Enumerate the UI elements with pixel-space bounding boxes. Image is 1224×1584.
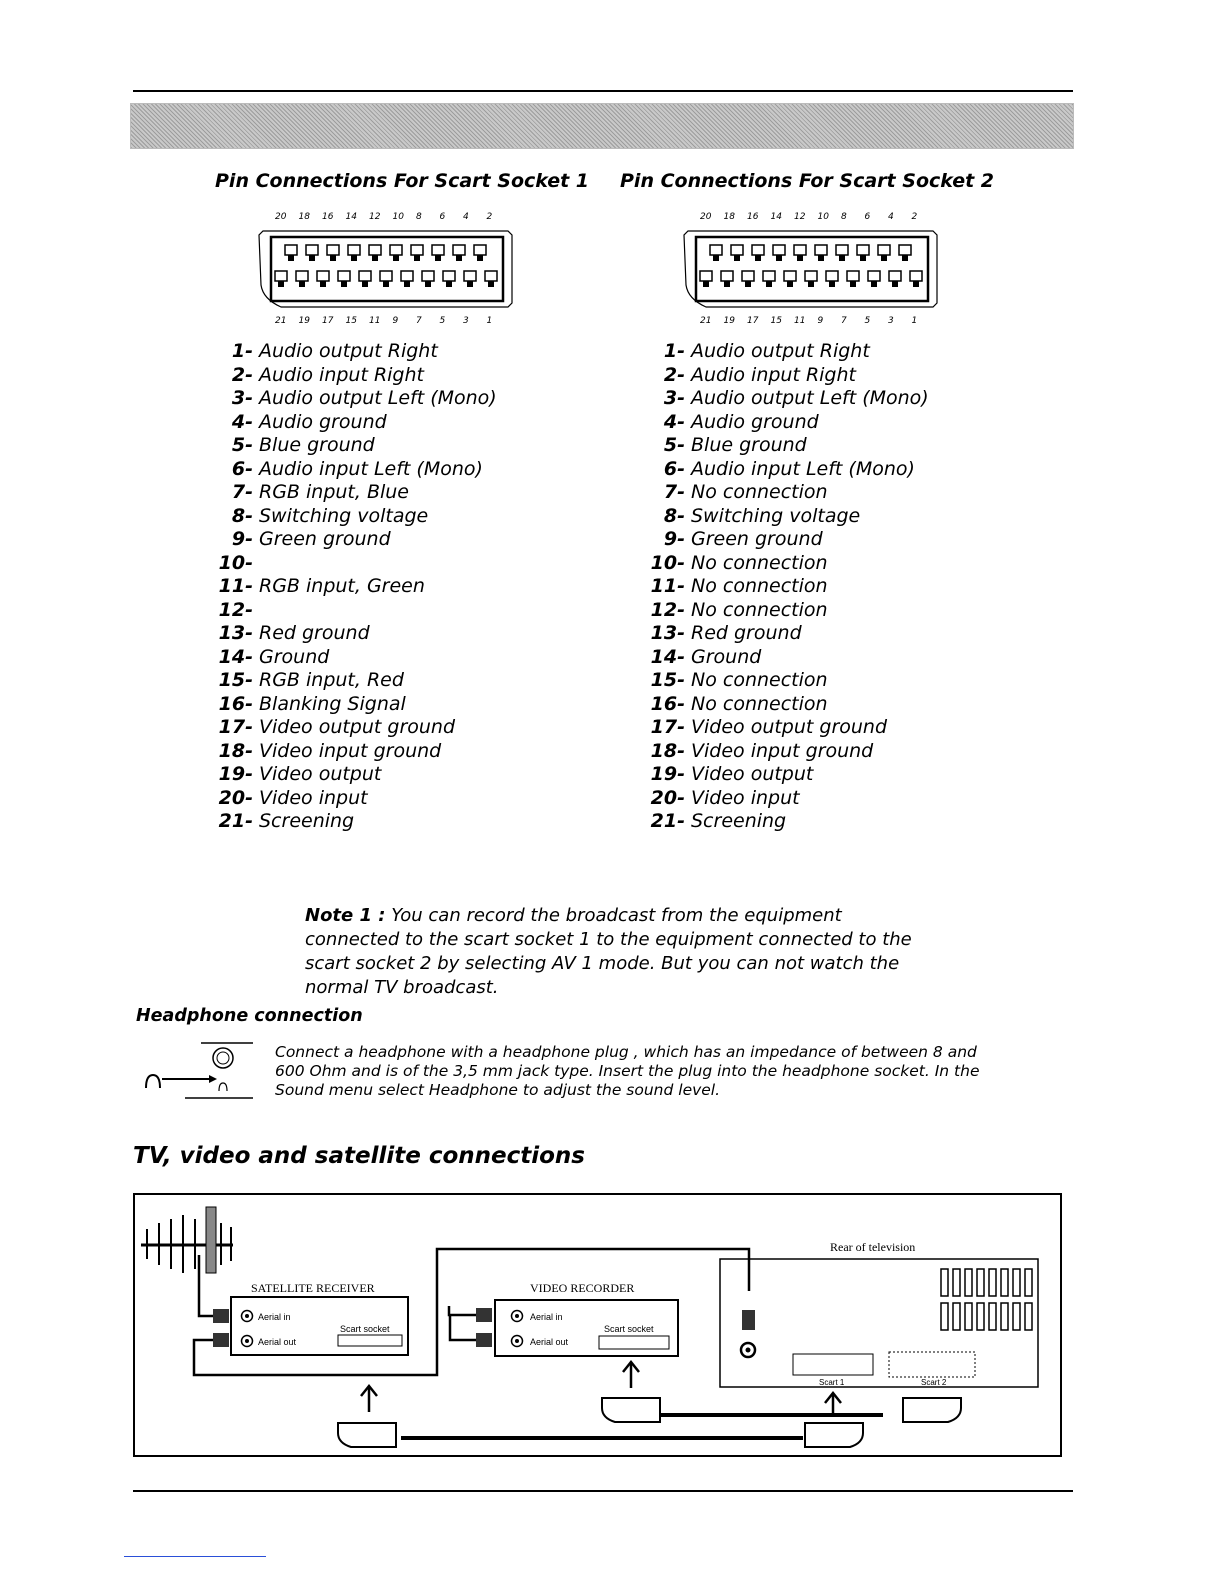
pin-label: Audio ground xyxy=(259,410,387,433)
pin-label: Audio output Right xyxy=(691,340,870,362)
pin-contact xyxy=(306,245,318,255)
top-rule xyxy=(133,90,1073,92)
pin-label: Blue ground xyxy=(691,434,807,456)
scart1-title: Pin Connections For Scart Socket 1 xyxy=(215,170,590,192)
pin-label: Red ground xyxy=(691,622,802,644)
pin-number: 14- xyxy=(218,645,253,668)
pin-label: RGB input, Red xyxy=(259,669,404,691)
headphone-icon xyxy=(143,1038,258,1108)
pin-index-label: 10 xyxy=(392,212,404,222)
pin-label: No connection xyxy=(691,598,828,621)
pin-item xyxy=(637,458,929,482)
pin-item xyxy=(205,528,497,552)
pin-label: Green ground xyxy=(259,528,391,550)
pin-index-label: 5 xyxy=(864,316,871,326)
pin-label: Audio ground xyxy=(691,410,819,433)
pin-item xyxy=(637,411,929,435)
pin-contact xyxy=(285,245,297,255)
pin-label: Video input xyxy=(691,786,800,809)
pin-number: 1- xyxy=(663,340,685,362)
pin-contact xyxy=(878,245,890,255)
pin-item xyxy=(205,387,497,411)
pin-contact xyxy=(453,245,465,255)
pin-item xyxy=(637,552,929,576)
pin-number: 18- xyxy=(650,739,685,762)
scart1-pin-list xyxy=(205,340,497,834)
pin-contact xyxy=(763,271,775,281)
pin-index-label: 5 xyxy=(439,316,446,326)
satellite-receiver xyxy=(213,1281,408,1355)
pin-contact xyxy=(815,245,827,255)
pin-index-label: 6 xyxy=(864,212,871,222)
pin-item xyxy=(205,552,497,576)
video-recorder-label: VIDEO RECORDER xyxy=(530,1281,635,1295)
pin-contact xyxy=(443,271,455,281)
pin-contact xyxy=(275,271,287,281)
pin-number: 8- xyxy=(663,504,685,527)
video-recorder xyxy=(476,1281,678,1356)
pin-index-label: 6 xyxy=(439,212,446,222)
pin-index-label: 16 xyxy=(322,212,334,222)
pin-index-label: 11 xyxy=(369,316,381,326)
pin-label: Video output ground xyxy=(259,716,456,738)
pin-item xyxy=(205,505,497,529)
pin-number: 12- xyxy=(650,598,685,621)
pin-label: Video input ground xyxy=(259,739,442,762)
pin-item xyxy=(205,458,497,482)
pin-contact xyxy=(773,245,785,255)
pin-item xyxy=(205,646,497,670)
aerial-out-label: Aerial out xyxy=(258,1337,297,1347)
pin-label: Switching voltage xyxy=(259,504,429,527)
pin-index-label: 8 xyxy=(416,212,422,222)
pin-label: Ground xyxy=(259,645,330,668)
pin-contact xyxy=(390,245,402,255)
pin-label: Video input xyxy=(259,786,368,809)
pin-contact xyxy=(721,271,733,281)
pin-item xyxy=(637,387,929,411)
pin-item xyxy=(205,622,497,646)
pin-item xyxy=(205,340,497,364)
pin-index-label: 7 xyxy=(416,316,422,326)
pin-number: 9- xyxy=(663,528,685,550)
headphone-title: Headphone connection xyxy=(136,1006,363,1026)
pin-index-label: 17 xyxy=(322,316,334,326)
antenna-icon xyxy=(141,1207,233,1273)
pin-number: 3- xyxy=(231,387,253,409)
scart2-connector-icon xyxy=(680,207,945,327)
pin-label: No connection xyxy=(691,669,828,691)
pin-label: Audio output Right xyxy=(259,340,438,362)
pin-index-label: 20 xyxy=(700,212,712,222)
pin-index-label: 4 xyxy=(888,212,894,222)
pin-number: 19- xyxy=(218,763,253,785)
pin-index-label: 15 xyxy=(770,316,782,326)
pin-number: 15- xyxy=(218,669,253,691)
pin-number: 4- xyxy=(663,410,685,433)
pin-item xyxy=(205,434,497,458)
pin-contact xyxy=(380,271,392,281)
pin-item xyxy=(637,575,929,599)
rear-of-television-label: Rear of television xyxy=(830,1240,916,1254)
pin-number: 16- xyxy=(650,692,685,715)
pin-contact xyxy=(910,271,922,281)
pin-item xyxy=(205,693,497,717)
pin-index-label: 17 xyxy=(747,316,759,326)
pin-item xyxy=(205,763,497,787)
pin-label: Audio input Right xyxy=(691,363,856,386)
pin-number: 1- xyxy=(231,340,253,362)
pin-index-label: 12 xyxy=(369,212,381,222)
pin-label: Screening xyxy=(259,810,355,832)
pin-index-label: 14 xyxy=(770,212,782,222)
pin-contact xyxy=(464,271,476,281)
pin-number: 3- xyxy=(663,387,685,409)
pin-contact xyxy=(826,271,838,281)
pin-item xyxy=(205,411,497,435)
pin-index-label: 11 xyxy=(794,316,806,326)
scart1-connector-icon xyxy=(255,207,520,327)
headphone-instructions: Connect a headphone with a headphone plug , which has an impedance of between 8 and 600 Ohm and is of the 3,5 mm jack type. Insert the plug into the headphone socket. In the Sound menu select Headphone to adjust the sound level. xyxy=(275,1043,980,1099)
note-paragraph xyxy=(305,904,925,1000)
pin-contact xyxy=(742,271,754,281)
note-label: Note 1 : xyxy=(305,905,386,926)
pin-index-label: 20 xyxy=(275,212,287,222)
connector-outline xyxy=(684,231,937,307)
pin-label: Green ground xyxy=(691,528,823,550)
pin-contact xyxy=(857,245,869,255)
pin-number: 21- xyxy=(218,810,253,832)
pin-label: No connection xyxy=(691,551,828,574)
pin-index-label: 1 xyxy=(486,316,493,326)
pin-index-label: 4 xyxy=(463,212,469,222)
tv-vents xyxy=(941,1269,1032,1330)
pin-item xyxy=(205,575,497,599)
pin-contact xyxy=(348,245,360,255)
satellite-receiver-label: SATELLITE RECEIVER xyxy=(251,1281,375,1295)
pin-label: No connection xyxy=(691,692,828,715)
pin-item xyxy=(205,481,497,505)
pin-item xyxy=(205,810,497,834)
pin-label: Switching voltage xyxy=(691,504,861,527)
pin-number: 5- xyxy=(663,434,685,456)
pin-label: Audio output Left (Mono) xyxy=(691,387,929,409)
bottom-rule xyxy=(133,1490,1073,1492)
pin-index-label: 12 xyxy=(794,212,806,222)
pin-number: 13- xyxy=(218,622,253,644)
pin-contact xyxy=(794,245,806,255)
pin-number: 16- xyxy=(218,692,253,715)
pin-contact xyxy=(411,245,423,255)
pin-item xyxy=(637,646,929,670)
pin-index-label: 9 xyxy=(817,316,824,326)
pin-number: 11- xyxy=(650,575,685,597)
pin-number: 13- xyxy=(650,622,685,644)
pin-item xyxy=(637,622,929,646)
pin-number: 21- xyxy=(650,810,685,832)
pin-label: Video output ground xyxy=(691,716,888,738)
pin-item xyxy=(637,716,929,740)
scart2-title: Pin Connections For Scart Socket 2 xyxy=(620,170,995,192)
pin-contact xyxy=(338,271,350,281)
pin-number: 18- xyxy=(218,739,253,762)
pin-label: Audio output Left (Mono) xyxy=(259,387,497,409)
scart-socket-label: Scart socket xyxy=(340,1324,390,1334)
connector-outline xyxy=(259,231,512,307)
pin-index-label: 16 xyxy=(747,212,759,222)
pin-contact xyxy=(485,271,497,281)
pin-number: 8- xyxy=(231,504,253,527)
scart-socket-label: Scart socket xyxy=(604,1324,654,1334)
pin-item xyxy=(205,669,497,693)
pin-item xyxy=(637,599,929,623)
pin-contact xyxy=(731,245,743,255)
pin-label: Video input ground xyxy=(691,739,874,762)
pin-contact xyxy=(868,271,880,281)
pin-index-label: 10 xyxy=(817,212,829,222)
pin-contact xyxy=(327,245,339,255)
pin-number: 4- xyxy=(231,410,253,433)
pin-index-label: 3 xyxy=(463,316,469,326)
pin-number: 7- xyxy=(663,481,685,503)
pin-item xyxy=(637,340,929,364)
pin-contact xyxy=(752,245,764,255)
pin-number: 5- xyxy=(231,434,253,456)
pin-label: Audio input Left (Mono) xyxy=(259,457,483,480)
pin-contact xyxy=(710,245,722,255)
aerial-in-label: Aerial in xyxy=(258,1312,291,1322)
pin-number: 2- xyxy=(663,363,685,386)
pin-index-label: 19 xyxy=(723,316,735,326)
pin-number: 19- xyxy=(650,763,685,785)
pin-label: Audio input Right xyxy=(259,363,424,386)
pin-label: Video output xyxy=(691,763,814,785)
pin-contact xyxy=(422,271,434,281)
pin-label: RGB input, Green xyxy=(259,575,425,597)
pin-number: 20- xyxy=(218,786,253,809)
pin-index-label: 2 xyxy=(911,212,918,222)
connections-diagram xyxy=(133,1193,1063,1459)
pin-item xyxy=(205,787,497,811)
pin-index-label: 14 xyxy=(345,212,357,222)
pin-label: Ground xyxy=(691,645,762,668)
pin-number: 17- xyxy=(218,716,253,738)
pin-item xyxy=(637,528,929,552)
pin-contact xyxy=(317,271,329,281)
pin-number: 6- xyxy=(663,457,685,480)
pin-item xyxy=(637,669,929,693)
pin-contact xyxy=(296,271,308,281)
pin-contact xyxy=(700,271,712,281)
pin-label: Audio input Left (Mono) xyxy=(691,457,915,480)
pin-contact xyxy=(889,271,901,281)
pin-index-label: 9 xyxy=(392,316,399,326)
pin-number: 20- xyxy=(650,786,685,809)
pin-index-label: 3 xyxy=(888,316,894,326)
pin-number: 11- xyxy=(218,575,253,597)
tv-connections-title: TV, video and satellite connections xyxy=(133,1143,585,1169)
pin-contact xyxy=(784,271,796,281)
pin-item xyxy=(637,505,929,529)
pin-index-label: 2 xyxy=(486,212,493,222)
pin-index-label: 15 xyxy=(345,316,357,326)
pin-item xyxy=(637,787,929,811)
pin-label: Red ground xyxy=(259,622,370,644)
pin-contact xyxy=(359,271,371,281)
footer-link-underline xyxy=(124,1556,266,1557)
pin-number: 17- xyxy=(650,716,685,738)
pin-label: Blue ground xyxy=(259,434,375,456)
pin-index-label: 19 xyxy=(298,316,310,326)
pin-number: 10- xyxy=(218,551,253,574)
pin-item xyxy=(205,599,497,623)
pin-number: 10- xyxy=(650,551,685,574)
pin-item xyxy=(637,810,929,834)
pin-contact xyxy=(805,271,817,281)
scart-2-label: Scart 2 xyxy=(921,1378,947,1387)
pin-item xyxy=(205,740,497,764)
pin-item xyxy=(637,693,929,717)
pin-number: 14- xyxy=(650,645,685,668)
pin-contact xyxy=(847,271,859,281)
pin-label: Blanking Signal xyxy=(259,692,406,715)
aerial-out-label: Aerial out xyxy=(530,1337,569,1347)
arrow-icons xyxy=(361,1362,841,1417)
pin-index-label: 21 xyxy=(275,316,287,326)
pin-label: No connection xyxy=(691,575,828,597)
pin-item xyxy=(637,481,929,505)
pin-item xyxy=(205,716,497,740)
pin-label: RGB input, Blue xyxy=(259,481,409,503)
scart2-pin-list xyxy=(637,340,929,834)
pin-item xyxy=(637,434,929,458)
television-rear xyxy=(720,1240,1038,1387)
pin-index-label: 18 xyxy=(723,212,735,222)
aerial-in-label: Aerial in xyxy=(530,1312,563,1322)
pin-index-label: 7 xyxy=(841,316,847,326)
scart-1-label: Scart 1 xyxy=(819,1378,845,1387)
pin-label: No connection xyxy=(691,481,828,503)
pin-item xyxy=(637,763,929,787)
pin-number: 6- xyxy=(231,457,253,480)
section-banner xyxy=(130,103,1074,149)
pin-contact xyxy=(474,245,486,255)
pin-number: 2- xyxy=(231,363,253,386)
pin-contact xyxy=(899,245,911,255)
pin-contact xyxy=(401,271,413,281)
pin-index-label: 1 xyxy=(911,316,918,326)
pin-item xyxy=(637,740,929,764)
pin-contact xyxy=(369,245,381,255)
pin-index-label: 8 xyxy=(841,212,847,222)
pin-label: Screening xyxy=(691,810,787,832)
pin-contact xyxy=(836,245,848,255)
pin-index-label: 18 xyxy=(298,212,310,222)
note-text: You can record the broadcast from the equipment connected to the scart socket 1 to the equipment connected to the scart socket 2 by selecting AV 1 mode. But you can not watch the normal TV broadcast. xyxy=(305,905,912,998)
pin-number: 15- xyxy=(650,669,685,691)
pin-item xyxy=(637,364,929,388)
pin-index-label: 21 xyxy=(700,316,712,326)
pin-number: 7- xyxy=(231,481,253,503)
pin-number: 12- xyxy=(218,598,253,621)
pin-item xyxy=(205,364,497,388)
pin-label: Video output xyxy=(259,763,382,785)
pin-contact xyxy=(432,245,444,255)
pin-number: 9- xyxy=(231,528,253,550)
